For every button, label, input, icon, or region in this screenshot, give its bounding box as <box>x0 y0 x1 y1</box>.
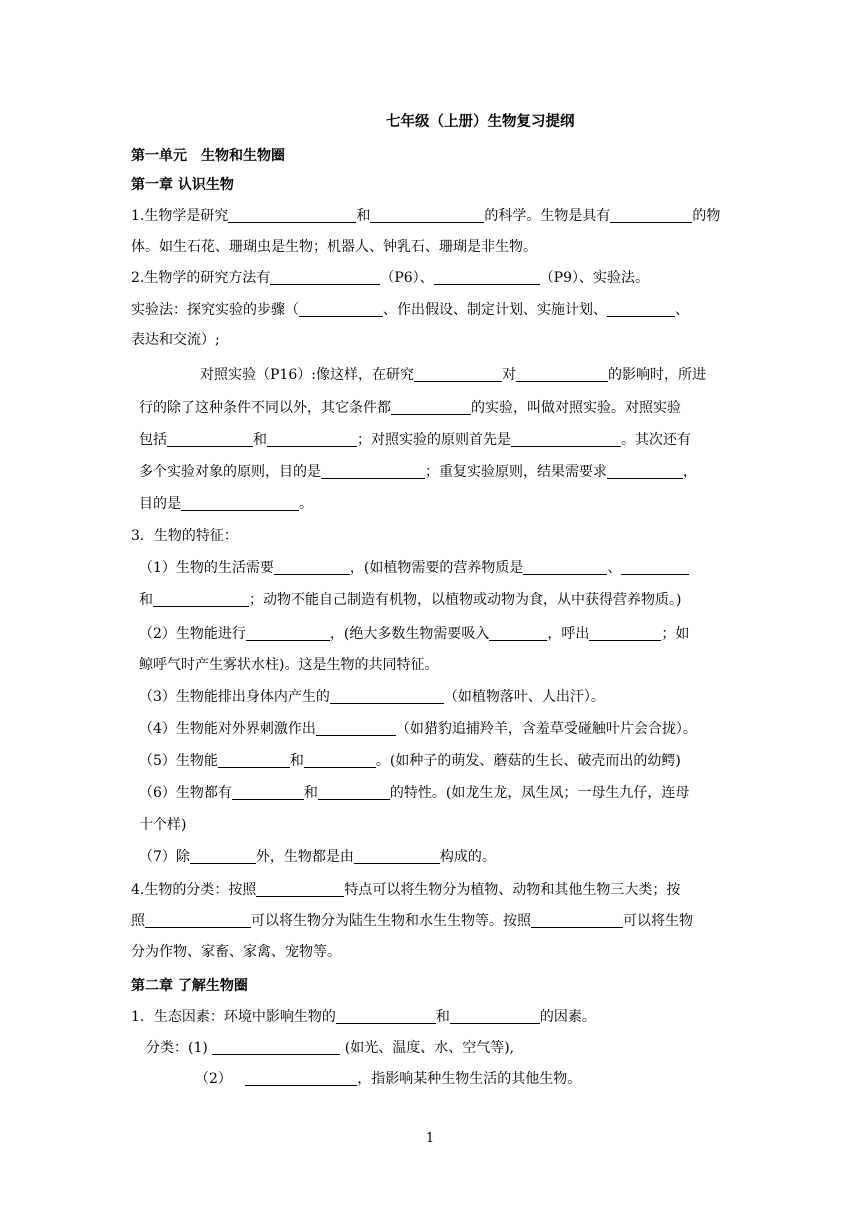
text: 。(如种子的萌发、蘑菇的生长、破壳而出的幼鳄) <box>375 753 681 769</box>
text: （如植物落叶、人出汗）。 <box>443 689 605 705</box>
fill-blank[interactable] <box>256 882 344 897</box>
paragraph-line <box>139 430 691 450</box>
fill-blank[interactable] <box>354 849 440 864</box>
fill-blank[interactable] <box>589 626 661 641</box>
fill-blank[interactable] <box>167 432 253 447</box>
paragraph-line <box>131 300 689 320</box>
fill-blank[interactable] <box>318 785 390 800</box>
paragraph-line <box>131 1007 596 1027</box>
fill-blank[interactable] <box>304 753 376 768</box>
paragraph-line: 分为作物、家畜、家禽、宠物等。 <box>131 944 341 960</box>
fill-blank[interactable] <box>299 302 383 317</box>
paragraph-line <box>195 1069 581 1089</box>
text: 和 <box>435 1009 450 1025</box>
fill-blank[interactable] <box>228 208 356 223</box>
text: ；对照实验的原则首先是 <box>357 432 511 448</box>
fill-blank[interactable] <box>145 913 251 928</box>
fill-blank[interactable] <box>246 626 330 641</box>
fill-blank[interactable] <box>218 753 290 768</box>
text: 照 <box>131 913 145 929</box>
text: 和 <box>303 785 318 801</box>
fill-blank[interactable] <box>607 302 675 317</box>
paragraph-line <box>139 847 496 867</box>
fill-blank[interactable] <box>321 464 425 479</box>
fill-blank[interactable] <box>181 496 299 511</box>
paragraph-line <box>139 687 605 707</box>
fill-blank[interactable] <box>270 270 380 285</box>
fill-blank[interactable] <box>316 721 396 736</box>
fill-blank[interactable] <box>516 367 608 382</box>
text: ，呼出 <box>547 626 590 642</box>
text: （7）除 <box>139 849 190 865</box>
paragraph-line <box>131 268 649 288</box>
text: 可以将生物 <box>623 913 693 929</box>
text: 的特性。(如龙生龙，凤生凤；一母生九仔，连母 <box>389 785 690 801</box>
fill-blank[interactable] <box>531 913 623 928</box>
fill-blank[interactable] <box>267 432 357 447</box>
paragraph-line <box>139 783 689 803</box>
paragraph-line <box>131 880 680 900</box>
text: ， <box>683 464 697 480</box>
text: 和 <box>253 432 267 448</box>
fill-blank[interactable] <box>190 849 256 864</box>
text: 4.生物的分类：按照 <box>131 882 257 898</box>
section-heading: 3．生物的特征： <box>131 528 238 544</box>
text: 、 <box>675 302 689 318</box>
fill-blank[interactable] <box>511 432 621 447</box>
text: ，(如植物需要的营养物质是 <box>349 560 524 576</box>
text: 特点可以将生物分为植物、动物和其他生物三大类；按 <box>344 882 681 898</box>
fill-blank[interactable] <box>450 1009 540 1024</box>
paragraph-line <box>139 558 689 578</box>
paragraph-line <box>131 206 720 226</box>
paragraph-line <box>200 365 706 385</box>
paragraph-line <box>131 911 693 931</box>
chapter-heading-2: 第二章 了解生物圈 <box>131 978 248 994</box>
text: ，(绝大多数生物需要吸入 <box>329 626 490 642</box>
text: 。 <box>299 496 313 512</box>
text: （如猎豹追捕羚羊，含羞草受碰触叶片会合拢）。 <box>395 721 697 737</box>
text: 的影响时，所进 <box>607 367 706 383</box>
fill-blank[interactable] <box>212 1040 340 1055</box>
text: （4）生物能对外界刺激作出 <box>139 721 316 737</box>
text: 2.生物学的研究方法有 <box>131 270 271 286</box>
text: 1．生态因素：环境中影响生物的 <box>131 1009 336 1025</box>
text: 对 <box>501 367 516 383</box>
text: 1.生物学是研究 <box>131 208 229 224</box>
text: 、作出假设、制定计划、实施计划、 <box>383 302 607 318</box>
text: 多个实验对象的原则，目的是 <box>139 464 321 480</box>
text: 的实验，叫做对照实验。对照实验 <box>471 400 681 416</box>
text: 、 <box>607 560 622 576</box>
paragraph-line <box>139 462 697 482</box>
text: ，指影响某种生物生活的其他生物。 <box>357 1071 582 1087</box>
fill-blank[interactable] <box>336 1009 436 1024</box>
document-title: 七年级（上册）生物复习提纲 <box>386 113 575 130</box>
text: (如光、温度、水、空气等), <box>344 1040 515 1056</box>
text: （6）生物都有 <box>139 785 232 801</box>
fill-blank[interactable] <box>610 208 692 223</box>
unit-heading: 第一单元 生物和生物圈 <box>131 148 285 164</box>
paragraph-line <box>139 719 697 739</box>
text: ；重复实验原则，结果需要求 <box>425 464 607 480</box>
text: （1）生物的生活需要 <box>139 560 274 576</box>
fill-blank[interactable] <box>232 785 304 800</box>
text: 。其次还有 <box>621 432 691 448</box>
fill-blank[interactable] <box>523 560 607 575</box>
fill-blank[interactable] <box>330 689 444 704</box>
text: （5）生物能 <box>139 753 218 769</box>
text: ；动物不能自己制造有机物，以植物或动物为食，从中获得营养物质。) <box>249 592 682 608</box>
paragraph-line: 十个样) <box>139 817 187 833</box>
fill-blank[interactable] <box>153 592 249 607</box>
text: （3）生物能排出身体内产生的 <box>139 689 330 705</box>
text: 实验法：探究实验的步骤（ <box>131 302 299 318</box>
fill-blank[interactable] <box>489 626 547 641</box>
paragraph-line <box>139 494 313 514</box>
fill-blank[interactable] <box>434 270 540 285</box>
paragraph-line <box>139 398 681 418</box>
paragraph-line: 鲸呼气时产生雾状水柱)。这是生物的共同特征。 <box>139 657 439 673</box>
paragraph-line <box>139 624 689 644</box>
text: 可以将生物分为陆生生物和水生生物等。按照 <box>251 913 531 929</box>
paragraph-line <box>139 751 681 771</box>
text: 和 <box>139 592 153 608</box>
text: （2） <box>195 1071 232 1087</box>
text: 外，生物都是由 <box>255 849 354 865</box>
fill-blank[interactable] <box>391 400 471 415</box>
paragraph-line: 表达和交流）; <box>131 332 220 348</box>
text: 分类：(1) <box>146 1040 208 1056</box>
text: 和 <box>289 753 304 769</box>
text: （P6）、 <box>380 270 434 286</box>
text: 的物 <box>692 208 721 224</box>
fill-blank[interactable] <box>414 367 502 382</box>
text: 的因素。 <box>539 1009 596 1025</box>
paragraph-line: 体。如生石花、珊瑚虫是生物；机器人、钟乳石、珊瑚是非生物。 <box>131 239 537 255</box>
text: 的科学。生物是具有 <box>484 208 611 224</box>
fill-blank[interactable] <box>607 464 683 479</box>
fill-blank[interactable] <box>370 208 484 223</box>
fill-blank[interactable] <box>245 1071 357 1086</box>
paragraph-line <box>146 1038 514 1058</box>
page-number: 1 <box>425 1131 435 1146</box>
paragraph-line <box>139 590 681 610</box>
fill-blank[interactable] <box>621 560 689 575</box>
text: （2）生物能进行 <box>139 626 246 642</box>
text: 行的除了这种条件不同以外，其它条件都 <box>139 400 391 416</box>
text: 对照实验（P16）:像这样，在研究 <box>200 367 414 383</box>
text: ；如 <box>661 626 690 642</box>
text: 和 <box>356 208 371 224</box>
text: 目的是 <box>139 496 181 512</box>
text: 包括 <box>139 432 167 448</box>
chapter-heading-1: 第一章 认识生物 <box>131 177 234 193</box>
text: 构成的。 <box>439 849 496 865</box>
text: （P9）、实验法。 <box>539 270 650 286</box>
fill-blank[interactable] <box>274 560 350 575</box>
